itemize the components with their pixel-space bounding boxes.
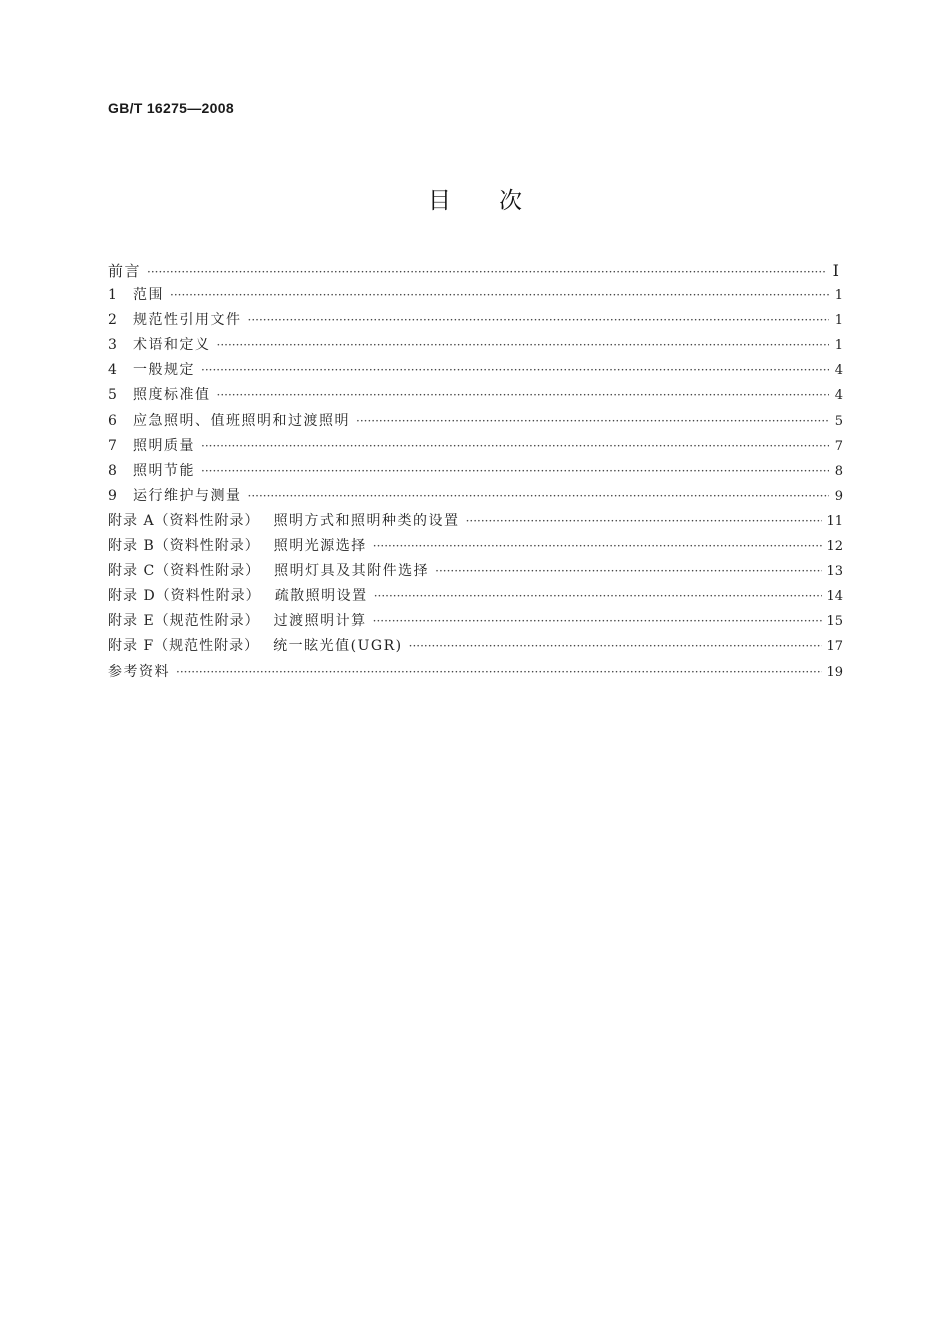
toc-entry-label: 应急照明、值班照明和过渡照明 — [133, 412, 350, 429]
toc-entry-number: 1 — [108, 287, 117, 304]
toc-entry-label: 附录 F（规范性附录） — [108, 638, 260, 655]
toc-entry-label: 附录 D（资料性附录） — [108, 588, 261, 605]
toc-entry-annex-title: 过渡照明计算 — [273, 613, 367, 630]
toc-entry-annex-d[interactable] — [108, 584, 843, 609]
toc-entry-annex-b[interactable] — [108, 534, 843, 559]
dot-leader — [409, 634, 823, 659]
toc-entry-2[interactable] — [108, 308, 843, 333]
toc-entry-page: 15 — [826, 614, 843, 630]
toc-entry-annex-title: 统一眩光值(UGR) — [273, 638, 403, 655]
dot-leader — [466, 509, 823, 534]
toc-entry-page: 7 — [834, 438, 843, 454]
toc-entry-number: 2 — [108, 312, 117, 329]
toc-entry-label: 运行维护与测量 — [133, 487, 242, 504]
toc-entry-label: 附录 E（规范性附录） — [108, 613, 260, 630]
toc-entry-6[interactable] — [108, 409, 843, 434]
standard-code: GB/T 16275—2008 — [108, 100, 234, 116]
toc-entry-page: 19 — [826, 664, 843, 680]
dot-leader — [374, 584, 823, 609]
dot-leader — [373, 609, 823, 634]
dot-leader — [248, 484, 830, 509]
toc-entry-label: 附录 C（资料性附录） — [108, 563, 261, 580]
dot-leader — [217, 383, 830, 408]
toc-entry-foreword[interactable] — [108, 258, 843, 283]
toc-entry-annex-title: 照明光源选择 — [273, 538, 367, 555]
toc-entry-label: 术语和定义 — [133, 337, 211, 354]
toc-entry-7[interactable] — [108, 434, 843, 459]
dot-leader — [170, 283, 829, 308]
toc-entry-page: 13 — [826, 564, 843, 580]
toc-entry-page: 9 — [834, 488, 843, 504]
toc-entry-page: 14 — [826, 589, 843, 605]
dot-leader — [248, 308, 830, 333]
toc-entry-label: 照明质量 — [133, 437, 195, 454]
toc-entry-number: 3 — [108, 337, 117, 354]
toc-entry-label: 范围 — [133, 287, 164, 304]
dot-leader — [201, 434, 829, 459]
toc-entry-annex-title: 照明灯具及其附件选择 — [274, 563, 430, 580]
toc-entry-number: 6 — [108, 412, 117, 429]
dot-leader — [356, 409, 829, 434]
toc-entry-number: 4 — [108, 362, 117, 379]
toc-entry-annex-c[interactable] — [108, 559, 843, 584]
toc-entry-label: 一般规定 — [133, 362, 195, 379]
toc-entry-number: 8 — [108, 462, 117, 479]
toc-entry-label: 附录 A（资料性附录） — [108, 512, 260, 529]
toc-entry-page: 17 — [826, 639, 843, 655]
toc-entry-references[interactable] — [108, 660, 843, 685]
table-of-contents — [108, 258, 843, 685]
toc-entry-number: 7 — [108, 437, 117, 454]
toc-entry-page: 1 — [834, 313, 843, 329]
toc-entry-4[interactable] — [108, 358, 843, 383]
toc-entry-page: 12 — [826, 539, 843, 555]
dot-leader — [147, 260, 825, 283]
dot-leader — [201, 358, 829, 383]
dot-leader — [373, 534, 823, 559]
toc-entry-page: 8 — [834, 463, 843, 479]
dot-leader — [176, 660, 822, 685]
toc-entry-3[interactable] — [108, 333, 843, 358]
toc-entry-page: 11 — [826, 513, 843, 529]
toc-entry-label: 照度标准值 — [133, 387, 211, 404]
toc-entry-annex-e[interactable] — [108, 609, 843, 634]
toc-entry-annex-title: 照明方式和照明种类的设置 — [273, 512, 460, 529]
toc-entry-5[interactable] — [108, 383, 843, 408]
toc-entry-annex-a[interactable] — [108, 509, 843, 534]
toc-entry-label: 前言 — [108, 262, 142, 280]
toc-entry-page: 4 — [834, 363, 843, 379]
toc-entry-page: 4 — [834, 388, 843, 404]
toc-entry-label: 附录 B（资料性附录） — [108, 538, 260, 555]
toc-entry-8[interactable] — [108, 459, 843, 484]
toc-entry-label: 参考资料 — [108, 663, 170, 680]
toc-entry-page: 5 — [834, 413, 843, 429]
toc-entry-label: 规范性引用文件 — [133, 312, 242, 329]
dot-leader — [217, 333, 830, 358]
toc-entry-page: 1 — [834, 338, 843, 354]
toc-entry-annex-title: 疏散照明设置 — [274, 588, 368, 605]
toc-entry-page: 1 — [834, 288, 843, 304]
toc-entry-number: 9 — [108, 487, 117, 504]
toc-entry-annex-f[interactable] — [108, 634, 843, 659]
toc-title: 目次 — [428, 188, 570, 214]
toc-entry-1[interactable] — [108, 283, 843, 308]
toc-entry-9[interactable] — [108, 484, 843, 509]
dot-leader — [201, 459, 829, 484]
toc-entry-number: 5 — [108, 387, 117, 404]
toc-entry-page: Ⅰ — [832, 261, 839, 280]
toc-entry-label: 照明节能 — [133, 462, 195, 479]
dot-leader — [435, 559, 822, 584]
